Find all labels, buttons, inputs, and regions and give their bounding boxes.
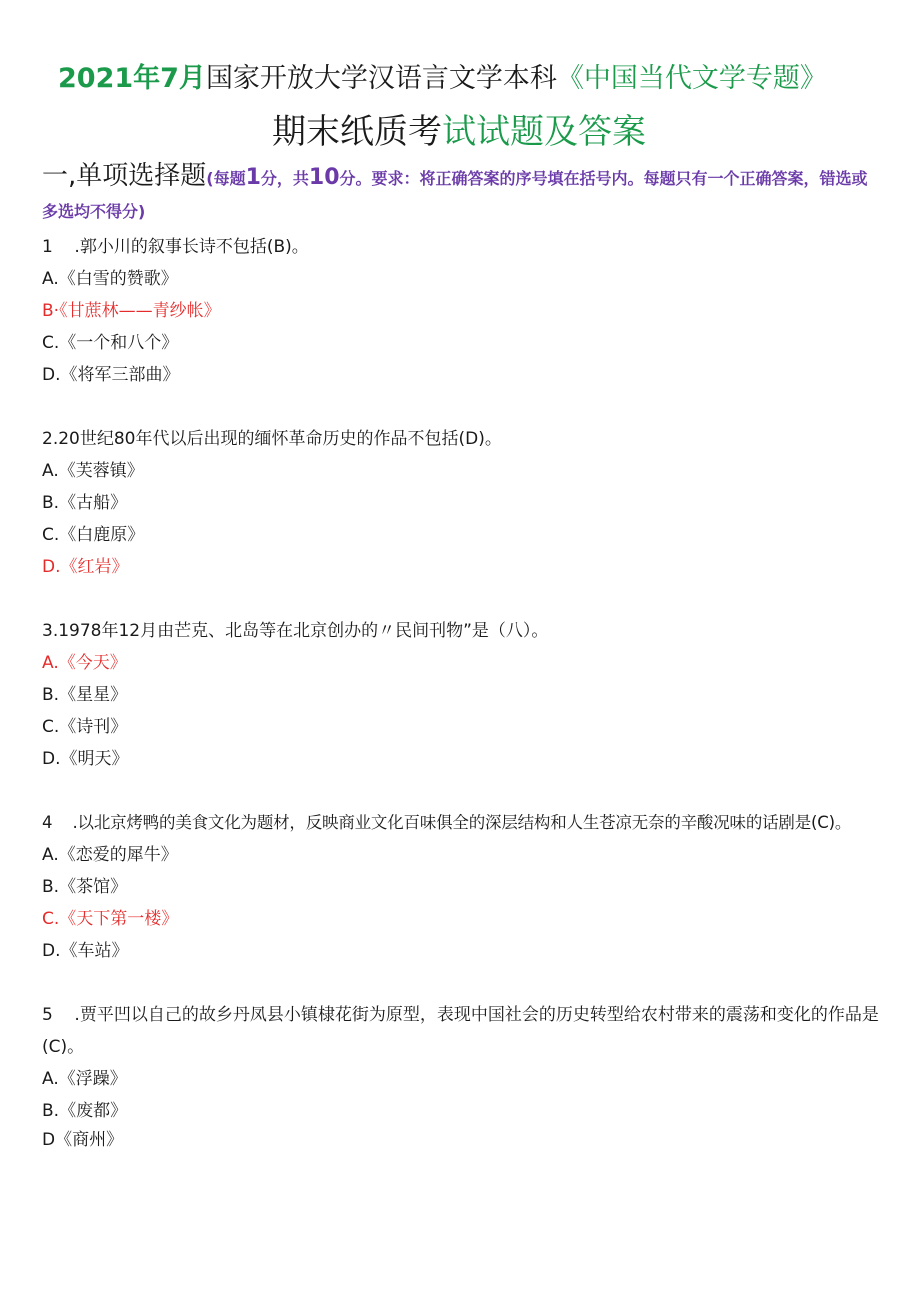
section-header — [42, 160, 882, 228]
question-4 — [42, 807, 880, 967]
spacer — [42, 583, 880, 615]
question-3 — [42, 615, 880, 775]
option-c: C.《一个和八个》 — [42, 333, 179, 353]
question-text: 5 .贾平凹以自己的故乡丹凤县小镇棣花街为原型，表现中国社会的历史转型给农村带来的震荡和变化的作品是(C)。 — [42, 1005, 879, 1057]
title-exam-suffix: 试试题及答案 — [442, 112, 646, 152]
spacer — [42, 967, 880, 999]
title-date: 2021年7月 — [58, 63, 206, 94]
option-b: B.《星星》 — [42, 685, 128, 705]
section-heading: 一,单项选择题 — [42, 161, 207, 191]
note-score: 1 — [245, 165, 261, 190]
question-5 — [42, 999, 880, 1153]
option-b-correct: B·《甘蔗林——青纱帐》 — [42, 301, 221, 321]
document-title-line1 — [58, 56, 827, 95]
option-c: C.《诗刊》 — [42, 717, 128, 737]
document-title-line2 — [272, 104, 646, 153]
note-rest: 分。要求：将正确答案的序号填在括号内。每题只有一个正确答案，错选或多选均不得分) — [42, 169, 868, 221]
title-institution: 国家开放大学汉语言文学本科 — [205, 63, 557, 94]
option-d: D.《将军三部曲》 — [42, 365, 180, 385]
question-text: 4 .以北京烤鸭的美食文化为题材，反映商业文化百味俱全的深层结构和人生苍凉无奈的辛酸况味的话剧是(C)。 — [42, 813, 852, 832]
question-text: 2.20世纪80年代以后出现的缅怀革命历史的作品不包括(D)。 — [42, 429, 502, 449]
question-list — [42, 231, 880, 1153]
option-c-correct: C.《天下第一楼》 — [42, 909, 179, 929]
option-b: B.《古船》 — [42, 493, 128, 513]
option-a: A.《浮躁》 — [42, 1069, 127, 1089]
spacer — [42, 775, 880, 807]
option-a: A.《白雪的赞歌》 — [42, 269, 178, 289]
option-a: A.《恋爱的犀牛》 — [42, 845, 178, 865]
option-d: D.《车站》 — [42, 941, 129, 961]
option-a: A.《芙蓉镇》 — [42, 461, 144, 481]
note-total: 10 — [308, 165, 340, 190]
question-text: 1 .郭小川的叙事长诗不包括(B)。 — [42, 237, 309, 257]
question-2 — [42, 423, 880, 583]
option-d: D.《明天》 — [42, 749, 129, 769]
option-d: D《商州》 — [42, 1130, 124, 1150]
note-mid: 分，共 — [260, 169, 309, 188]
spacer — [42, 391, 880, 423]
question-1 — [42, 231, 880, 391]
option-c: C.《白鹿原》 — [42, 525, 145, 545]
question-text: 3.1978年12月由芒克、北岛等在北京创办的〃民间刊物”是（八）。 — [42, 621, 549, 641]
option-a-correct: A.《今天》 — [42, 653, 127, 673]
option-b: B.《茶馆》 — [42, 877, 128, 897]
title-course: 《中国当代文学专题》 — [556, 63, 827, 94]
note-open: (每题 — [206, 169, 246, 188]
option-d-correct: D.《红岩》 — [42, 557, 129, 577]
option-b: B.《废都》 — [42, 1101, 128, 1121]
title-exam-type: 期末纸质考 — [272, 112, 442, 152]
